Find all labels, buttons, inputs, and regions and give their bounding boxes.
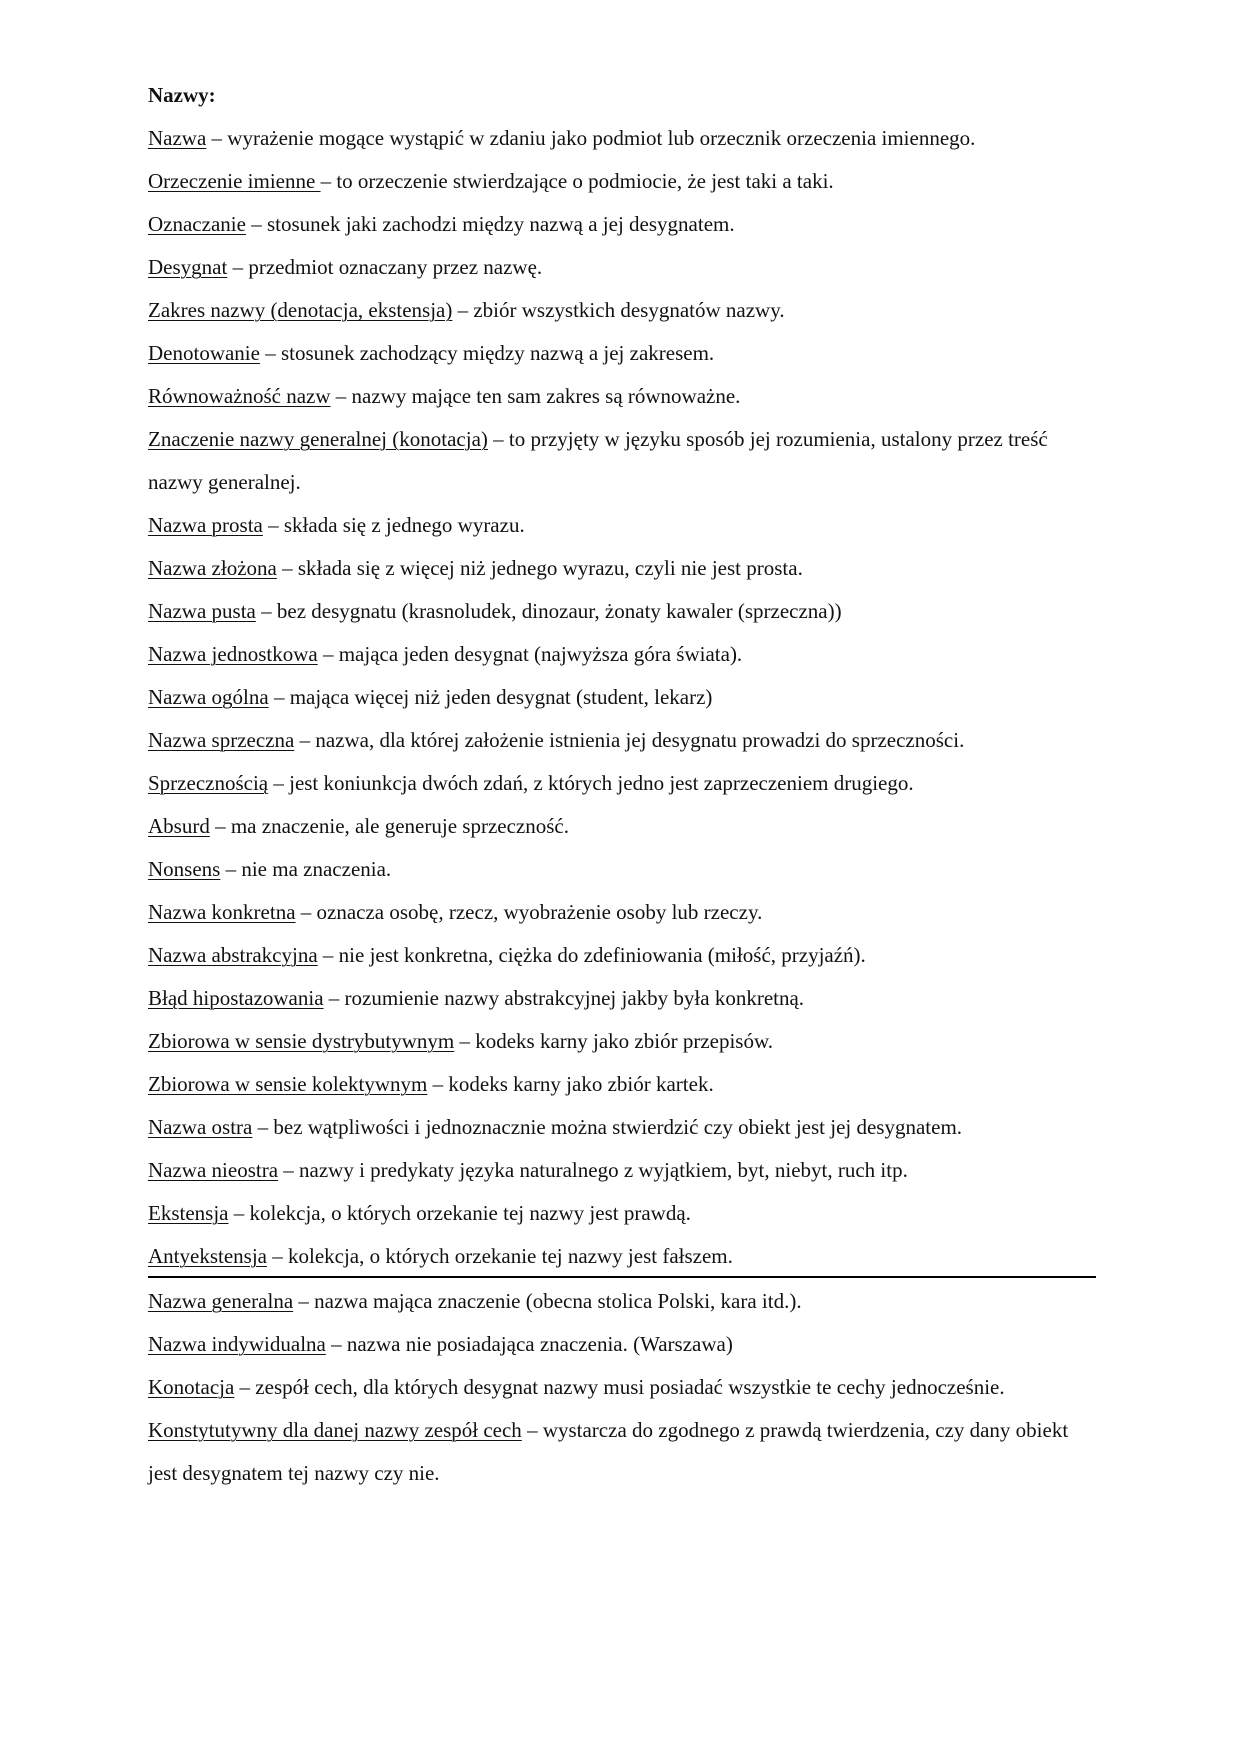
definition-term: Zbiorowa w sensie kolektywnym: [148, 1072, 428, 1096]
definition-entry: [148, 547, 1096, 590]
definition-term: Nazwa indywidualna: [148, 1332, 326, 1356]
definition-term: Nazwa złożona: [148, 556, 277, 580]
definition-text: – to przyjęty w języku sposób jej rozumienia, ustalony przez treść nazwy generalnej.: [148, 427, 1048, 494]
definition-entry: [148, 934, 1096, 977]
definition-term: Błąd hipostazowania: [148, 986, 324, 1010]
definition-term: Nazwa ostra: [148, 1115, 253, 1139]
definition-entry: [148, 977, 1096, 1020]
definition-text: – jest koniunkcja dwóch zdań, z których jedno jest zaprzeczeniem drugiego.: [268, 771, 914, 795]
definition-text: – kodeks karny jako zbiór kartek.: [427, 1072, 714, 1096]
definition-term: Desygnat: [148, 255, 228, 279]
definition-text: – nazwy i predykaty języka naturalnego z wyjątkiem, byt, niebyt, ruch itp.: [278, 1158, 908, 1182]
definition-entry: [148, 203, 1096, 246]
definition-entry: [148, 418, 1096, 504]
definition-term: Nazwa sprzeczna: [148, 728, 295, 752]
definition-text: – kolekcja, o których orzekanie tej nazwy jest fałszem.: [266, 1244, 733, 1268]
definition-term: Nazwa pusta: [148, 599, 256, 623]
definition-text: – oznacza osobę, rzecz, wyobrażenie osoby lub rzeczy.: [295, 900, 763, 924]
definition-entry: [148, 504, 1096, 547]
definition-text: – kolekcja, o których orzekanie tej nazwy jest prawdą.: [228, 1201, 691, 1225]
definition-text: – bez desygnatu (krasnoludek, dinozaur, żonaty kawaler (sprzeczna)): [255, 599, 842, 623]
definition-term: Konstytutywny dla danej nazwy zespół cech: [148, 1418, 522, 1442]
definition-entry: [148, 1020, 1096, 1063]
definition-text: – rozumienie nazwy abstrakcyjnej jakby była konkretną.: [323, 986, 805, 1010]
definition-term: Nazwa prosta: [148, 513, 263, 537]
definition-entry: [148, 805, 1096, 848]
section-heading: Nazwy:: [148, 83, 216, 107]
definition-entry: [148, 1409, 1096, 1495]
definition-term: Absurd: [148, 814, 210, 838]
definition-text: – ma znaczenie, ale generuje sprzeczność.: [209, 814, 569, 838]
definition-text: – wystarcza do zgodnego z prawdą twierdzenia, czy dany obiekt jest desygnatem tej nazwy czy nie.: [148, 1418, 1069, 1485]
definition-text: – zbiór wszystkich desygnatów nazwy.: [452, 298, 785, 322]
definition-entry: [148, 1149, 1096, 1192]
definition-entry: [148, 719, 1096, 762]
definition-text: – to orzeczenie stwierdzające o podmiocie, że jest taki a taki.: [320, 169, 834, 193]
definition-text: – nazwa mająca znaczenie (obecna stolica Polski, kara itd.).: [293, 1289, 802, 1313]
definition-term: Nazwa nieostra: [148, 1158, 279, 1182]
definition-term: Ekstensja: [148, 1201, 229, 1225]
definition-entry: [148, 332, 1096, 375]
definition-text: – nazwa, dla której założenie istnienia jej desygnatu prowadzi do sprzeczności.: [294, 728, 965, 752]
definition-text: – mająca jeden desygnat (najwyższa góra świata).: [317, 642, 743, 666]
definition-entry: [148, 762, 1096, 805]
definition-text: – przedmiot oznaczany przez nazwę.: [227, 255, 543, 279]
definition-term: Nazwa abstrakcyjna: [148, 943, 318, 967]
definition-entry: [148, 160, 1096, 203]
definition-text: – nazwy mające ten sam zakres są równoważne.: [330, 384, 741, 408]
definitions-list-part-2: [148, 1280, 1096, 1495]
definition-entry: [148, 891, 1096, 934]
definition-entry: [148, 590, 1096, 633]
definition-term: Nonsens: [148, 857, 221, 881]
definition-term: Zakres nazwy (denotacja, ekstensja): [148, 298, 453, 322]
definition-text: – nie ma znaczenia.: [220, 857, 392, 881]
definition-entry: [148, 1063, 1096, 1106]
definition-entry: [148, 1280, 1096, 1323]
definition-term: Antyekstensja: [148, 1244, 267, 1268]
definition-term: Zbiorowa w sensie dystrybutywnym: [148, 1029, 455, 1053]
definition-entry: [148, 1192, 1096, 1235]
definition-term: Sprzecznością: [148, 771, 269, 795]
definition-text: – bez wątpliwości i jednoznacznie można stwierdzić czy obiekt jest jej desygnatem.: [252, 1115, 963, 1139]
definition-entry: [148, 375, 1096, 418]
document-page: [148, 74, 1096, 1495]
definition-text: – mająca więcej niż jeden desygnat (student, lekarz): [268, 685, 713, 709]
definition-entry: [148, 1323, 1096, 1366]
definition-term: Orzeczenie imienne: [148, 169, 321, 193]
definition-term: Nazwa: [148, 126, 207, 150]
definition-term: Konotacja: [148, 1375, 235, 1399]
definition-term: Znaczenie nazwy generalnej (konotacja): [148, 427, 488, 451]
definition-text: – nie jest konkretna, ciężka do zdefiniowania (miłość, przyjaźń).: [317, 943, 866, 967]
definition-text: – składa się z więcej niż jednego wyrazu, czyli nie jest prosta.: [276, 556, 803, 580]
definition-text: – zespół cech, dla których desygnat nazwy musi posiadać wszystkie te cechy jednocześnie.: [234, 1375, 1005, 1399]
definition-entry: [148, 848, 1096, 891]
definition-entry: [148, 1366, 1096, 1409]
definition-entry: [148, 246, 1096, 289]
definition-text: – stosunek jaki zachodzi między nazwą a jej desygnatem.: [245, 212, 735, 236]
definition-term: Równoważność nazw: [148, 384, 331, 408]
definition-entry: [148, 633, 1096, 676]
definition-entry: [148, 117, 1096, 160]
definition-text: – kodeks karny jako zbiór przepisów.: [454, 1029, 774, 1053]
definition-text: – stosunek zachodzący między nazwą a jej zakresem.: [259, 341, 715, 365]
definition-term: Nazwa jednostkowa: [148, 642, 318, 666]
definition-term: Nazwa konkretna: [148, 900, 296, 924]
definition-text: – składa się z jednego wyrazu.: [262, 513, 525, 537]
definition-term: Nazwa ogólna: [148, 685, 269, 709]
definitions-list-part-1: [148, 117, 1096, 1278]
definition-text: – wyrażenie mogące wystąpić w zdaniu jako podmiot lub orzecznik orzeczenia imiennego.: [206, 126, 976, 150]
definition-entry: [148, 1235, 1096, 1278]
definition-term: Nazwa generalna: [148, 1289, 294, 1313]
definition-term: Denotowanie: [148, 341, 260, 365]
definition-entry: [148, 289, 1096, 332]
definition-entry: [148, 676, 1096, 719]
definition-term: Oznaczanie: [148, 212, 246, 236]
definition-text: – nazwa nie posiadająca znaczenia. (Warszawa): [325, 1332, 733, 1356]
definition-entry: [148, 1106, 1096, 1149]
